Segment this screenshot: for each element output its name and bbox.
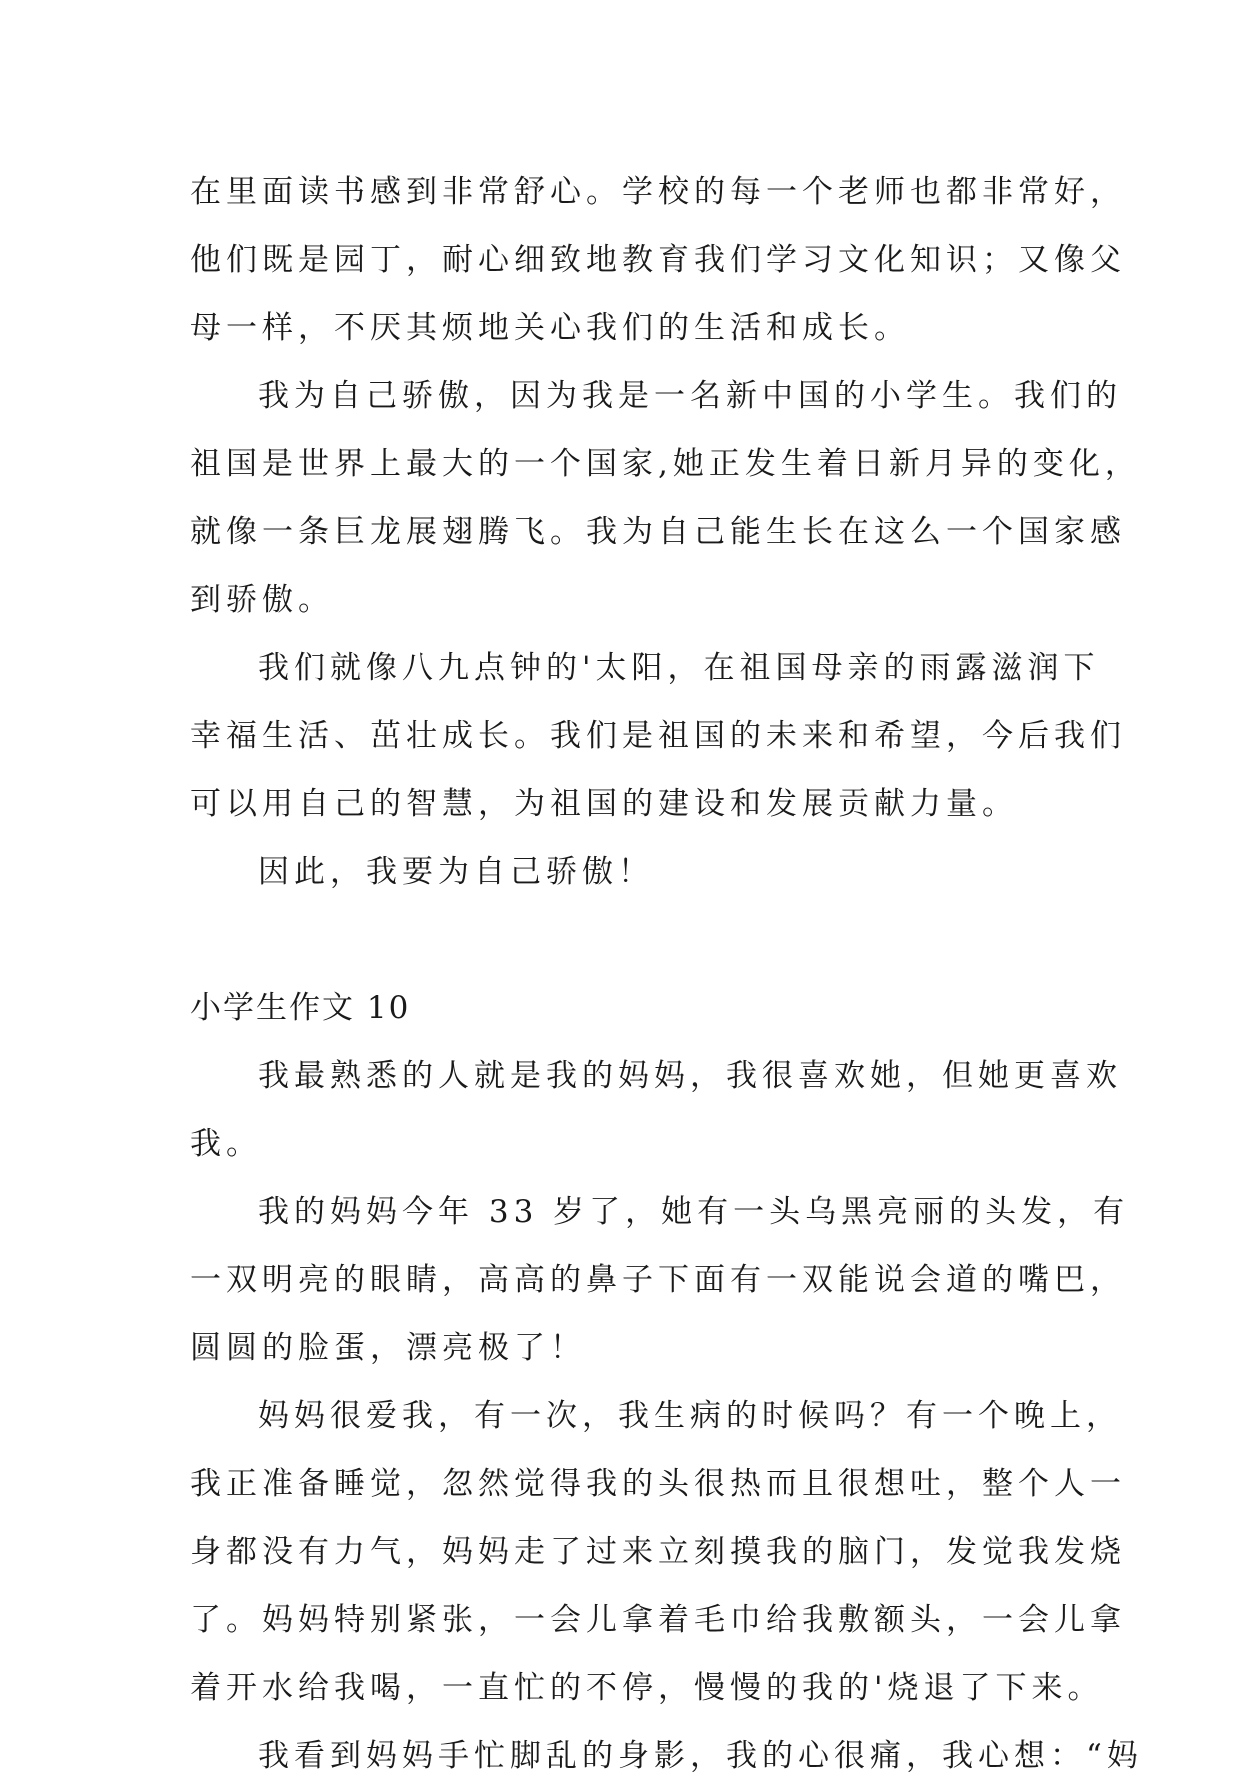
text-line: 我看到妈妈手忙脚乱的身影，我的心很痛，我心想：“妈 bbox=[258, 1738, 1143, 1774]
paragraph bbox=[190, 1382, 1126, 1722]
text-line: 我们就像八九点钟的'太阳，在祖国母亲的雨露滋润下 bbox=[258, 650, 1100, 686]
text-line: 身都没有力气，妈妈走了过来立刻摸我的脑门，发觉我发烧 bbox=[190, 1534, 1126, 1570]
paragraph bbox=[190, 634, 1126, 838]
paragraph bbox=[190, 1722, 1143, 1790]
text-line: 幸福生活、茁壮成长。我们是祖国的未来和希望，今后我们 bbox=[190, 718, 1126, 754]
paragraph bbox=[190, 1042, 1122, 1178]
text-line: 我为自己骄傲，因为我是一名新中国的小学生。我们的 bbox=[258, 378, 1122, 414]
text-line: 我最熟悉的人就是我的妈妈，我很喜欢她，但她更喜欢 bbox=[258, 1058, 1122, 1094]
text-line: 我正准备睡觉，忽然觉得我的头很热而且很想吐，整个人一 bbox=[190, 1466, 1126, 1502]
essay-title: 小学生作文 10 bbox=[190, 990, 411, 1026]
text-line: 圆圆的脸蛋，漂亮极了！ bbox=[190, 1330, 586, 1366]
text-line: 妈妈很爱我，有一次，我生病的时候吗？有一个晚上， bbox=[258, 1398, 1122, 1434]
text-line: 一双明亮的眼睛，高高的鼻子下面有一双能说会道的嘴巴， bbox=[190, 1262, 1126, 1298]
paragraph bbox=[190, 838, 1060, 906]
text-line: 我的妈妈今年 33 岁了，她有一头乌黑亮丽的头发，有 bbox=[258, 1194, 1130, 1230]
document-body bbox=[190, 158, 1143, 1790]
text-line: 到骄傲。 bbox=[190, 582, 334, 618]
text-line: 可以用自己的智慧，为祖国的建设和发展贡献力量。 bbox=[190, 786, 1018, 822]
paragraph bbox=[190, 158, 1126, 362]
text-line: 因此，我要为自己骄傲！ bbox=[258, 854, 654, 890]
blank-line bbox=[190, 906, 1060, 974]
text-line: 在里面读书感到非常舒心。学校的每一个老师也都非常好， bbox=[190, 174, 1126, 210]
paragraph bbox=[190, 1178, 1130, 1382]
text-line: 他们既是园丁，耐心细致地教育我们学习文化知识；又像父 bbox=[190, 242, 1126, 278]
text-line: 我。 bbox=[190, 1126, 262, 1162]
text-line: 就像一条巨龙展翅腾飞。我为自己能生长在这么一个国家感 bbox=[190, 514, 1126, 550]
text-line: 母一样，不厌其烦地关心我们的生活和成长。 bbox=[190, 310, 910, 346]
text-line: 祖国是世界上最大的一个国家,她正发生着日新月异的变化， bbox=[190, 446, 1141, 482]
text-line: 着开水给我喝，一直忙的不停，慢慢的我的'烧退了下来。 bbox=[190, 1670, 1104, 1706]
text-line: 了。妈妈特别紧张，一会儿拿着毛巾给我敷额头，一会儿拿 bbox=[190, 1602, 1126, 1638]
paragraph bbox=[190, 362, 1141, 634]
